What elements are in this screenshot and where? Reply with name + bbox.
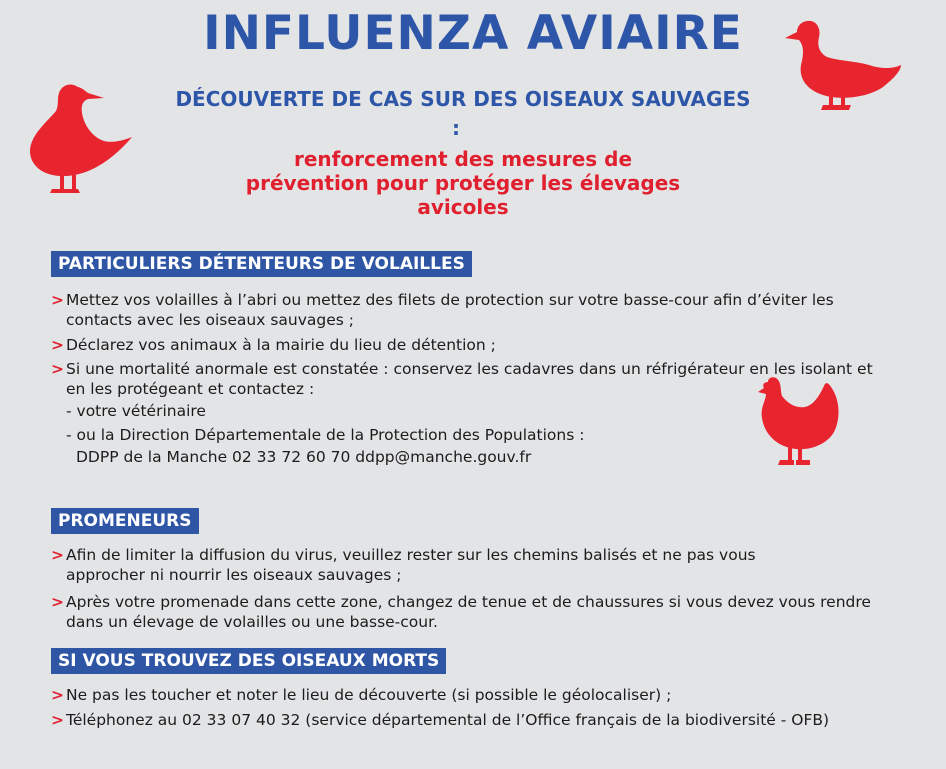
chevron-right-icon: > [51,291,64,309]
duck-icon [783,17,903,117]
contact-ddpp-details: DDPP de la Manche 02 33 72 60 70 ddpp@manche.gouv.fr [76,448,532,466]
list-item-text: Si une mortalité anormale est constatée : conservez les cadavres dans un réfrigérateur en les isolant et en les protégeant et contactez : [66,360,873,398]
list-item [51,359,876,399]
chevron-right-icon: > [51,336,64,354]
highlight-line-3: avicoles [417,195,509,219]
list-item-text: Déclarez vos animaux à la mairie du lieu de détention ; [66,336,496,354]
list-item-text: Mettez vos volailles à l’abri ou mettez des filets de protection sur votre basse-cour afin d’éviter les contacts avec les oiseaux sauvages ; [66,291,834,329]
list-item-text: Afin de limiter la diffusion du virus, veuillez rester sur les chemins balisés et ne pas vous approcher ni nourrir les oiseaux sauvages ; [66,546,756,584]
section-heading-owners: PARTICULIERS DÉTENTEURS DE VOLAILLES [51,251,472,277]
list-item [51,592,876,632]
poster-title: INFLUENZA AVIAIRE [203,6,743,61]
section-heading-dead-birds: SI VOUS TROUVEZ DES OISEAUX MORTS [51,648,446,674]
highlight-line-2: prévention pour protéger les élevages [245,171,681,195]
list-item [51,710,876,730]
contact-vet: - votre vétérinaire [66,402,206,420]
section-heading-walkers: PROMENEURS [51,508,199,534]
contact-ddpp: - ou la Direction Départementale de la Protection des Populations : [66,426,585,444]
highlight-line-1: renforcement des mesures de [293,147,633,171]
poster-subtitle: DÉCOUVERTE DE CAS SUR DES OISEAUX SAUVAGES [175,87,751,111]
seagull-icon [26,79,136,199]
list-item [51,685,876,705]
chevron-right-icon: > [51,711,64,729]
list-item [51,290,876,330]
list-item-text: Après votre promenade dans cette zone, changez de tenue et de chaussures si vous devez vous rendre dans un élevage de volailles ou une basse-cour. [66,593,871,631]
list-item [51,335,876,355]
chevron-right-icon: > [51,360,64,378]
list-item [51,545,876,585]
subtitle-separator: : [452,116,460,140]
chevron-right-icon: > [51,686,64,704]
chevron-right-icon: > [51,593,64,611]
list-item-text: Téléphonez au 02 33 07 40 32 (service départemental de l’Office français de la biodiversité - OFB) [66,711,830,729]
list-item-text: Ne pas les toucher et noter le lieu de découverte (si possible le géolocaliser) ; [66,686,672,704]
chevron-right-icon: > [51,546,64,564]
